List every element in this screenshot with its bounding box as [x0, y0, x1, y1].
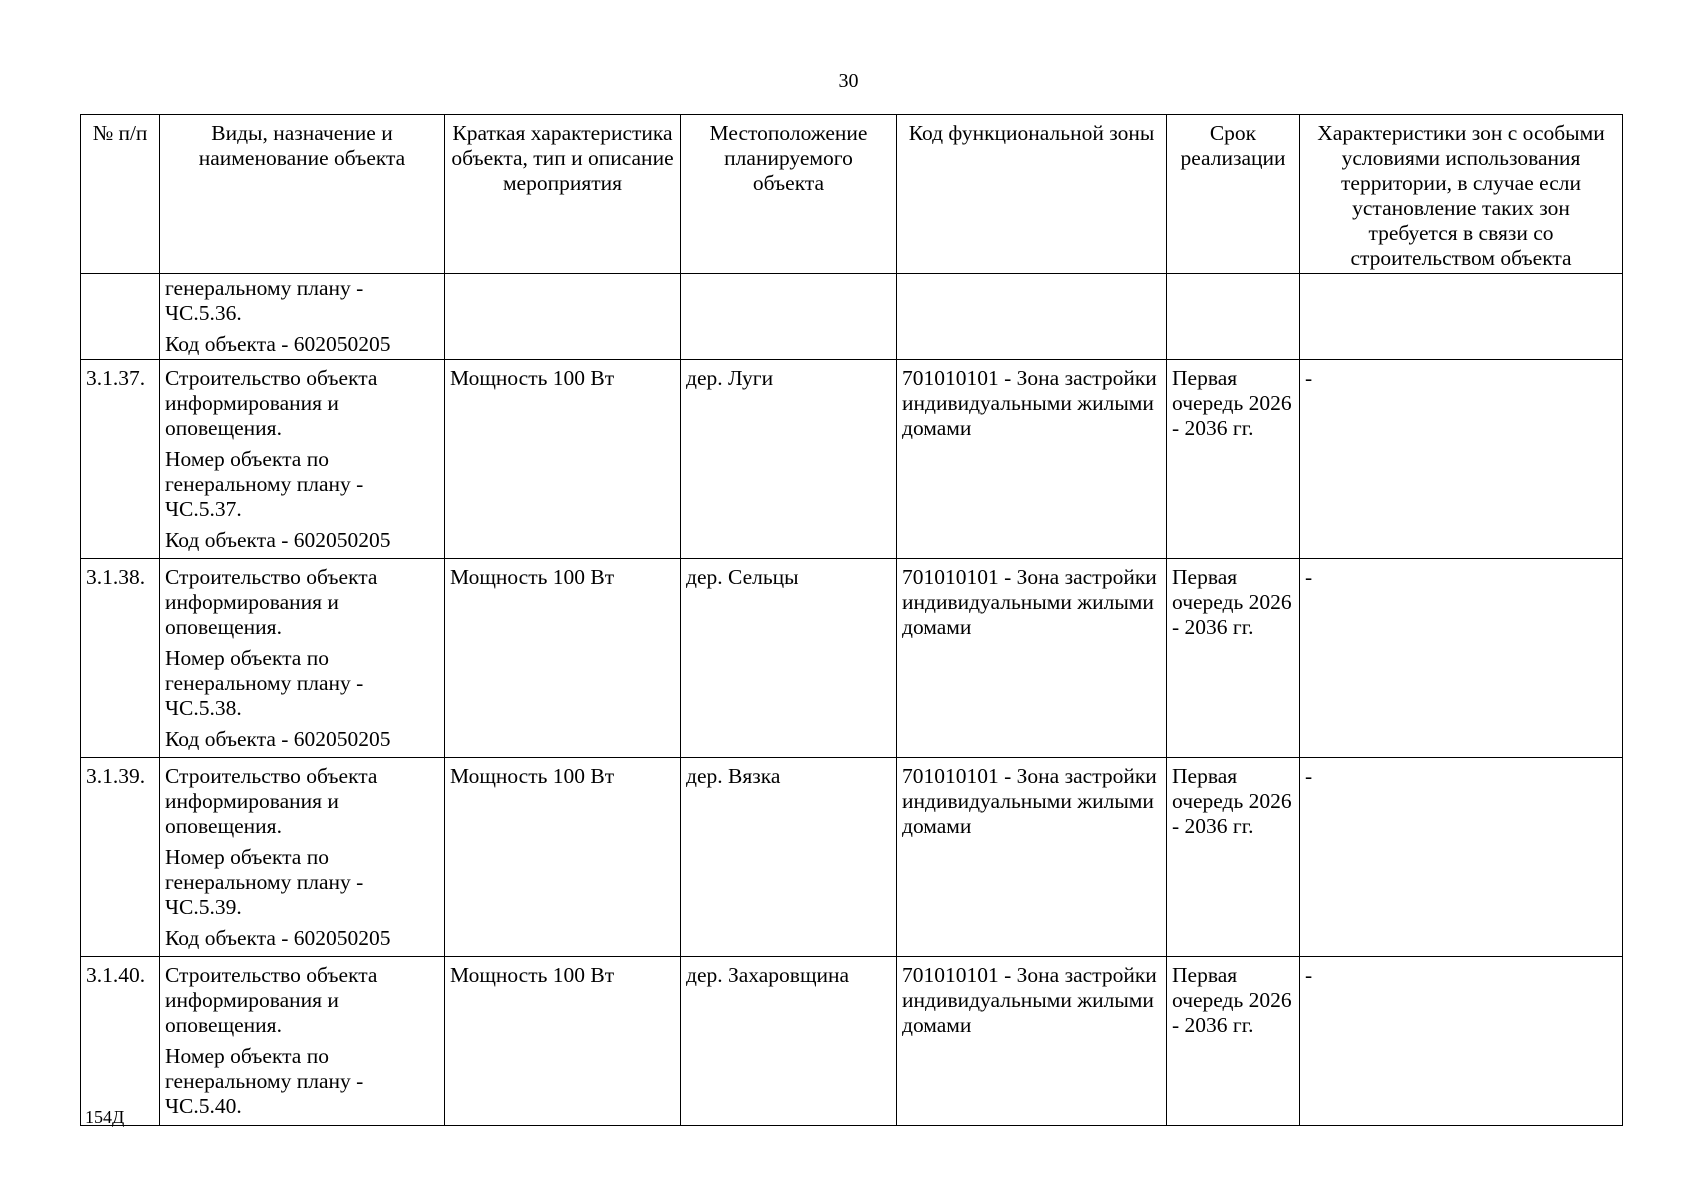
object-code: Код объекта - 602050205 [165, 332, 391, 356]
cell-number: 3.1.38. [81, 559, 160, 758]
object-name: Строительство объекта информирования и оповещения. [165, 366, 378, 440]
object-name: Строительство объекта информирования и оповещения. [165, 565, 378, 639]
page-number: 30 [838, 70, 859, 92]
cell-object-name [160, 274, 445, 360]
cell-number: 3.1.40. [81, 957, 160, 1126]
cell-number: 3.1.37. [81, 360, 160, 559]
object-number: Номер объекта по генеральному плану - ЧС.5.37. [165, 447, 364, 521]
table-row [81, 360, 1623, 559]
object-name: Строительство объекта информирования и оповещения. [165, 963, 378, 1037]
cell-location [681, 274, 897, 360]
table-row-continuation [81, 274, 1623, 360]
cell-location: дер. Захаровщина [681, 957, 897, 1126]
cell-special-zones [1300, 274, 1623, 360]
cell-term: Первая очередь 2026 - 2036 гг. [1167, 758, 1300, 957]
cell-characteristic: Мощность 100 Вт [445, 758, 681, 957]
cell-location: дер. Луги [681, 360, 897, 559]
objects-table [80, 114, 1623, 1126]
object-number: Номер объекта по генеральному плану - ЧС.5.38. [165, 646, 364, 720]
cell-characteristic: Мощность 100 Вт [445, 360, 681, 559]
cell-term: Первая очередь 2026 - 2036 гг. [1167, 360, 1300, 559]
cell-object-name [160, 957, 445, 1126]
cell-zone-code: 701010101 - Зона застройки индивидуальными жилыми домами [897, 758, 1167, 957]
header-term: Срок реализации [1167, 115, 1300, 274]
table-header-row [81, 115, 1623, 274]
header-zone-code: Код функциональной зоны [897, 115, 1167, 274]
cell-object-name [160, 360, 445, 559]
object-number: Номер объекта по генеральному плану - ЧС.5.39. [165, 845, 364, 919]
cell-characteristic: Мощность 100 Вт [445, 559, 681, 758]
object-code: Код объекта - 602050205 [165, 727, 391, 751]
cell-special-zones: - [1300, 360, 1623, 559]
table-row [81, 758, 1623, 957]
cell-characteristic: Мощность 100 Вт [445, 957, 681, 1126]
cell-zone-code: 701010101 - Зона застройки индивидуальными жилыми домами [897, 559, 1167, 758]
cell-characteristic [445, 274, 681, 360]
object-name: Строительство объекта информирования и оповещения. [165, 764, 378, 838]
object-number-continuation: генеральному плану - ЧС.5.36. [165, 276, 364, 325]
object-code: Код объекта - 602050205 [165, 528, 391, 552]
cell-number [81, 274, 160, 360]
header-special-zones: Характеристики зон с особыми условиями использования территории, в случае если установление таких зон требуется в связи со строительством объекта [1300, 115, 1623, 274]
table-row [81, 559, 1623, 758]
cell-special-zones: - [1300, 957, 1623, 1126]
cell-location: дер. Сельцы [681, 559, 897, 758]
table-row [81, 957, 1623, 1126]
cell-special-zones: - [1300, 559, 1623, 758]
cell-zone-code [897, 274, 1167, 360]
document-footer-code: 154Д [85, 1107, 125, 1127]
cell-term [1167, 274, 1300, 360]
cell-term: Первая очередь 2026 - 2036 гг. [1167, 957, 1300, 1126]
cell-location: дер. Вязка [681, 758, 897, 957]
object-number: Номер объекта по генеральному плану - ЧС.5.40. [165, 1044, 364, 1118]
cell-object-name [160, 758, 445, 957]
object-code: Код объекта - 602050205 [165, 926, 391, 950]
header-characteristic: Краткая характеристика объекта, тип и описание мероприятия [445, 115, 681, 274]
cell-number: 3.1.39. [81, 758, 160, 957]
header-number: № п/п [81, 115, 160, 274]
cell-special-zones: - [1300, 758, 1623, 957]
header-location: Местоположение планируемого объекта [681, 115, 897, 274]
cell-zone-code: 701010101 - Зона застройки индивидуальными жилыми домами [897, 360, 1167, 559]
cell-object-name [160, 559, 445, 758]
cell-term: Первая очередь 2026 - 2036 гг. [1167, 559, 1300, 758]
header-object-name: Виды, назначение и наименование объекта [160, 115, 445, 274]
cell-zone-code: 701010101 - Зона застройки индивидуальными жилыми домами [897, 957, 1167, 1126]
